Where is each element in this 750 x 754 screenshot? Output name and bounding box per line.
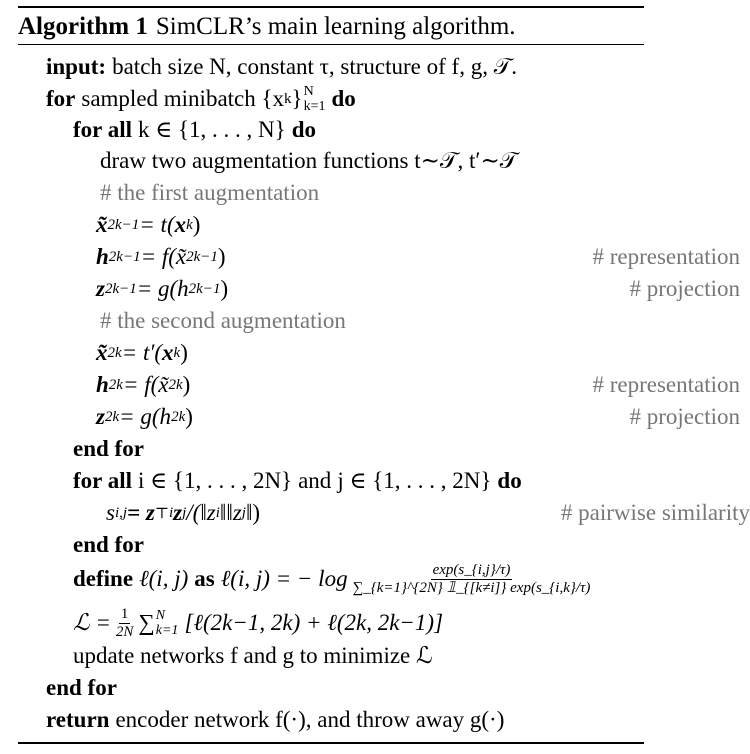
sim-lhs-sub: i,j [114, 504, 128, 521]
end-for-keyword-3: end for [46, 675, 117, 700]
line-for-all-k [0, 114, 717, 146]
algorithm-title [18, 10, 516, 44]
forall2-text: i ∈ {1, . . . , 2N} [137, 468, 293, 493]
h1-rhs-sub: 2k−1 [186, 248, 218, 265]
z2-rhs: = g(h [119, 404, 172, 429]
sim-rhs-sub: i [168, 504, 174, 521]
x-tilde-2: x̃ [96, 340, 108, 365]
h2-rhs-sub: 2k [168, 376, 183, 393]
input-keyword: input: [46, 54, 107, 79]
sim-rhs-sup: ⊤ [154, 505, 169, 522]
h-2-sub: 2k [108, 376, 123, 393]
mid-rule [18, 44, 644, 45]
sim-rhs-b-sub: j [182, 504, 187, 521]
for-limits [304, 84, 326, 114]
z2-rhs-sub: 2k [171, 408, 186, 425]
line-loss [0, 605, 717, 641]
sim-lhs: s [106, 500, 115, 525]
comment-second: # the second augmentation [100, 308, 346, 333]
input-text: batch size N, constant τ, structure of f, g, 𝒯. [112, 54, 518, 79]
comment-first: # the first augmentation [100, 180, 320, 205]
z1-rhs: = g(h [136, 276, 189, 301]
line-x2: x̃ 2k = t′( x k ) [96, 340, 188, 365]
line-x1: x̃ 2k−1 = t( x k ) [96, 212, 201, 237]
forall2-text-b: j ∈ {1, . . . , 2N} [337, 468, 492, 493]
sim-rhs: = z [127, 500, 155, 525]
forall-text: k ∈ {1, . . . , N} [137, 117, 286, 142]
line-input [0, 51, 690, 83]
define-keyword: define [73, 566, 134, 591]
loss-fraction [114, 606, 136, 641]
return-keyword: return [46, 707, 110, 732]
top-rule [18, 6, 644, 8]
line-h2: h 2k = f(x̃ 2k ) # representation [96, 372, 740, 397]
h-2: h [96, 372, 109, 397]
line-return [0, 704, 690, 736]
algorithm-label: Algorithm 1 [18, 13, 148, 40]
x1-rhs-x: x [174, 212, 187, 237]
line-h1: h 2k−1 = f(x̃ 2k−1 ) # representation [96, 244, 740, 269]
define-denominator: ∑_{k=1}^{2N} 𝟙_{[k≠i]} exp(s_{i,k}/τ) [352, 579, 591, 596]
end-for-keyword-1: end for [73, 436, 144, 461]
x2-rhs: = t′( [121, 340, 163, 365]
define-numerator: exp(s_{i,j}/τ) [432, 561, 511, 578]
bottom-rule [18, 742, 644, 744]
algorithm-caption: SimCLR’s main learning algorithm. [155, 13, 516, 40]
z-1: z [96, 276, 105, 301]
update-text: update networks f and g to minimize ℒ [73, 643, 433, 668]
line-end-for-1 [0, 433, 717, 465]
x-tilde-1-sub: 2k−1 [107, 216, 140, 233]
z-1-sub: 2k−1 [104, 280, 137, 297]
h1-rhs: = f(x̃ [140, 244, 187, 269]
loss-body: [ℓ(2k−1, 2k) + ℓ(2k, 2k−1)] [184, 610, 444, 635]
line-z1: z 2k−1 = g(h 2k−1 ) # projection [96, 276, 740, 301]
x-tilde-2-sub: 2k [107, 344, 122, 361]
line-comment-second [0, 305, 744, 337]
and-text: and [298, 468, 332, 493]
line-define [0, 561, 717, 597]
draw-text: draw two augmentation functions t∼𝒯, t′∼𝒯 [100, 148, 518, 173]
line-update [0, 640, 717, 672]
loss-lhs: ℒ = [73, 610, 111, 635]
for-sub: k [284, 90, 292, 107]
comment-projection-1: # projection [629, 276, 740, 301]
forall-keyword-2: for all [73, 468, 132, 493]
loss-sum: ∑ [138, 610, 155, 635]
z1-rhs-sub: 2k−1 [188, 280, 221, 297]
z-2: z [96, 404, 105, 429]
comment-representation-2: # representation [592, 372, 740, 397]
comment-similarity: # pairwise similarity [560, 500, 750, 525]
comment-projection-2: # projection [629, 404, 740, 429]
define-eq: ℓ(i, j) = − log [220, 566, 348, 591]
line-z2: z 2k = g(h 2k ) # projection [96, 404, 740, 429]
h-1: h [96, 244, 109, 269]
sim-rhs-c-sub: i [215, 504, 220, 521]
loss-frac-num: 1 [120, 605, 129, 622]
loss-sum-sub: k=1 [155, 623, 179, 638]
return-text: encoder network f(·), and throw away g(·) [115, 707, 505, 732]
do-keyword: do [331, 86, 356, 111]
define-fraction [351, 562, 593, 597]
line-comment-first [0, 177, 744, 209]
line-for-minibatch: for sampled minibatch {x k } N k=1 do [46, 84, 356, 114]
for-keyword: for [46, 86, 76, 111]
h-1-sub: 2k−1 [108, 248, 141, 265]
x-tilde-1: x̃ [96, 212, 108, 237]
line-end-for-3 [0, 672, 690, 704]
sim-rhs-d-sub: j [241, 504, 246, 521]
line-similarity [0, 497, 750, 529]
loss-frac-den: 2N [115, 623, 134, 640]
comment-representation-1: # representation [592, 244, 740, 269]
x1-rhs: = t( [139, 212, 175, 237]
z-2-sub: 2k [104, 408, 120, 425]
sim-rhs-e: ‖) [245, 500, 261, 525]
sim-rhs-c: /(‖z [186, 500, 216, 525]
forall-keyword: for all [73, 117, 132, 142]
h2-rhs: = f(x̃ [122, 372, 169, 397]
line-for-all-ij [0, 465, 717, 497]
x2-rhs-x: x [162, 340, 174, 365]
loss-sum-sup: N [155, 608, 166, 623]
sim-rhs-b: z [173, 500, 183, 525]
sim-rhs-d: ‖‖z [219, 500, 242, 525]
do-keyword-2: do [291, 117, 316, 142]
x1-rhs-sub: k [186, 216, 193, 233]
for-text: sampled minibatch {x [81, 86, 285, 111]
for-subbot: k=1 [303, 99, 326, 114]
do-keyword-3: do [497, 468, 522, 493]
loss-sum-limits [156, 608, 179, 638]
line-draw [0, 145, 744, 177]
as-keyword: as [194, 566, 215, 591]
x2-rhs-sub: k [173, 344, 181, 361]
define-lhs: ℓ(i, j) [139, 566, 189, 591]
end-for-keyword-2: end for [73, 532, 144, 557]
for-sup: N [303, 84, 314, 99]
line-end-for-2 [0, 529, 717, 561]
